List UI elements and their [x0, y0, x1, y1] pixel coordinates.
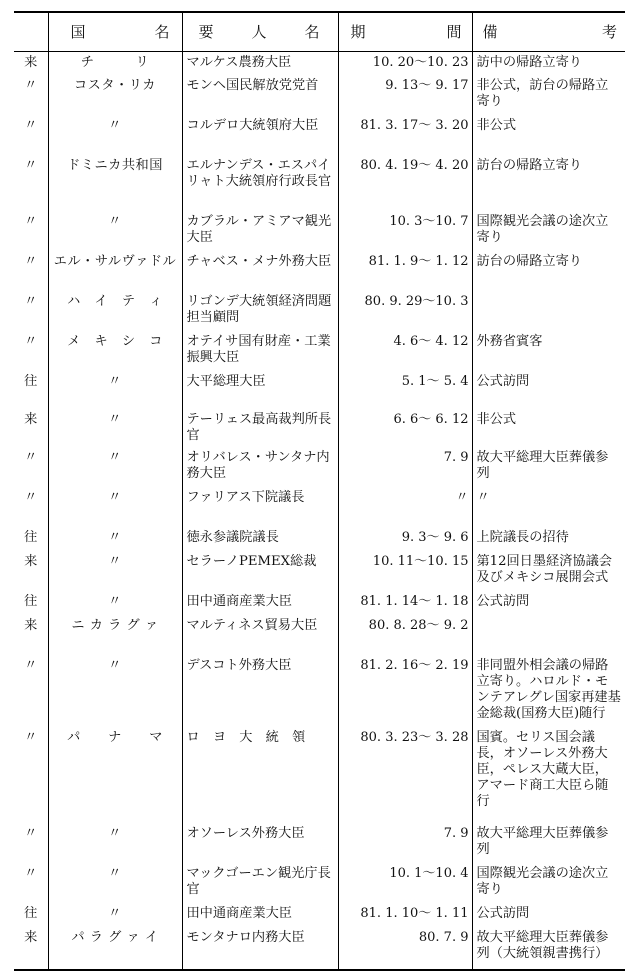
header-person-char: 人: [251, 23, 267, 42]
header-country-char: 国: [70, 23, 86, 42]
row-person: オテイサ国有財産・工業振興大臣: [182, 331, 338, 371]
row-country: 〃: [48, 903, 182, 927]
row-direction: 〃: [24, 294, 38, 309]
row-direction: 〃: [24, 78, 38, 93]
table-header-row: [14, 12, 625, 51]
table-row: [14, 527, 625, 551]
row-direction: 往: [24, 594, 38, 609]
row-country: 〃: [48, 211, 182, 251]
row-person: マルケス農務大臣: [182, 51, 338, 75]
row-period: 81. 1. 9～ 1. 12: [338, 251, 472, 291]
table-row: [14, 727, 625, 823]
row-note: 訪台の帰路立寄り: [472, 155, 625, 211]
row-note: 訪中の帰路立寄り: [472, 51, 625, 75]
row-person: エルナンデス・エスパイリャト大統領府行政長官: [182, 155, 338, 211]
table-body: [14, 51, 625, 970]
row-country: 〃: [48, 591, 182, 615]
row-note: 国際観光会議の途次立寄り: [472, 863, 625, 903]
row-direction: 〃: [24, 450, 38, 465]
table-row: [14, 487, 625, 527]
row-person: デスコト外務大臣: [182, 655, 338, 727]
row-note: 非公式: [472, 115, 625, 155]
row-period: 80. 7. 9: [338, 927, 472, 970]
row-direction: 〃: [24, 158, 38, 173]
row-country: メ キ シ コ: [48, 331, 182, 371]
row-period: 81. 2. 16～ 2. 19: [338, 655, 472, 727]
table-row: [14, 551, 625, 591]
row-direction: 往: [24, 374, 38, 389]
row-country: エル・サルヴァドル: [48, 251, 182, 291]
row-person: モンヘ国民解放党党首: [182, 75, 338, 115]
row-direction: 来: [24, 618, 38, 633]
row-direction: 来: [24, 54, 38, 70]
row-person: 田中通商産業大臣: [182, 903, 338, 927]
header-period-char: 間: [446, 23, 462, 42]
table-row: [14, 615, 625, 655]
row-direction: 来: [14, 927, 48, 970]
row-period: 5. 1～ 5. 4: [338, 371, 472, 409]
row-note: 国際観光会議の途次立寄り: [472, 211, 625, 251]
table-row: [14, 655, 625, 727]
row-person: カブラル・アミアマ観光大臣: [182, 211, 338, 251]
table-row: [14, 591, 625, 615]
row-period: 80. 4. 19～ 4. 20: [338, 155, 472, 211]
table-row: [14, 927, 625, 970]
row-person: リゴンデ大統領経済問題担当顧問: [182, 291, 338, 331]
row-person: チャベス・メナ外務大臣: [182, 251, 338, 291]
row-period: 80. 8. 28～ 9. 2: [338, 615, 472, 655]
table-row: [14, 371, 625, 409]
table-row: [14, 75, 625, 115]
row-country: 〃: [48, 655, 182, 727]
row-period: 10. 11～10. 15: [338, 551, 472, 591]
row-person: オリバレス・サンタナ内務大臣: [182, 447, 338, 487]
row-country: ニ カ ラ グ ァ: [48, 615, 182, 655]
row-note: 公式訪問: [472, 591, 625, 615]
row-country: パ ナ マ: [48, 727, 182, 823]
row-direction: 〃: [24, 214, 38, 229]
row-period: 81. 3. 17～ 3. 20: [338, 115, 472, 155]
table-row: [14, 155, 625, 211]
row-period: 10. 1～10. 4: [338, 863, 472, 903]
row-note: 非公式: [472, 409, 625, 447]
row-country: 〃: [48, 371, 182, 409]
row-person: マルティネス貿易大臣: [182, 615, 338, 655]
row-country: 〃: [48, 447, 182, 487]
row-country: 〃: [48, 551, 182, 591]
row-note: 国賓。セリス国会議長，オソーレス外務大臣，ペレス大蔵大臣，アマード商工大臣ら随行: [472, 727, 625, 823]
header-country: [48, 12, 182, 51]
row-person: マックゴーエン観光庁長官: [182, 863, 338, 903]
row-country: 〃: [48, 863, 182, 903]
row-country: ハ イ テ ィ: [48, 291, 182, 331]
header-direction: [14, 12, 48, 51]
table-row: [14, 51, 625, 75]
table-row: [14, 903, 625, 927]
row-country: 〃: [48, 115, 182, 155]
visits-table-page: [14, 11, 625, 971]
row-country: 〃: [48, 487, 182, 527]
row-note: 非公式，訪台の帰路立寄り: [472, 75, 625, 115]
row-person: セラーノPEMEX総裁: [182, 551, 338, 591]
table-row: [14, 409, 625, 447]
row-note: 訪台の帰路立寄り: [472, 251, 625, 291]
visits-table: [14, 11, 625, 971]
row-note: 非同盟外相会議の帰路立寄り。ハロルド・モンテアレグレ国家再建基金総裁(国務大臣)随行: [472, 655, 625, 727]
row-direction: 〃: [24, 826, 38, 841]
row-period: 81. 1. 14～ 1. 18: [338, 591, 472, 615]
row-direction: 〃: [24, 658, 38, 673]
row-note: [472, 615, 625, 655]
row-person: ロ ヨ 大 統 領: [182, 727, 338, 823]
row-direction: 往: [24, 906, 38, 921]
row-note: 〃: [472, 487, 625, 527]
row-direction: 〃: [24, 866, 38, 881]
row-note: 第12回日墨経済協議会及びメキシコ展開会式: [472, 551, 625, 591]
table-row: [14, 863, 625, 903]
row-country: ドミニカ共和国: [48, 155, 182, 211]
row-note: 故大平総理大臣葬儀参列: [472, 823, 625, 863]
row-person: コルデロ大統領府大臣: [182, 115, 338, 155]
header-person: [182, 12, 338, 51]
row-direction: 来: [24, 554, 38, 569]
row-period: 81. 1. 10～ 1. 11: [338, 903, 472, 927]
table-row: [14, 251, 625, 291]
table-row: [14, 211, 625, 251]
header-person-char: 名: [304, 23, 320, 42]
row-country: 〃: [48, 409, 182, 447]
row-note: [472, 291, 625, 331]
row-direction: 〃: [24, 730, 38, 745]
row-period: 80. 9. 29～10. 3: [338, 291, 472, 331]
row-period: 7. 9: [338, 823, 472, 863]
row-period: 4. 6～ 4. 12: [338, 331, 472, 371]
row-person: モンタナロ内務大臣: [182, 927, 338, 970]
header-note: [472, 12, 625, 51]
row-direction: 往: [24, 530, 38, 545]
header-period: [338, 12, 472, 51]
row-period: 7. 9: [338, 447, 472, 487]
row-direction: 〃: [24, 254, 38, 269]
header-period-char: 期: [350, 23, 366, 42]
row-direction: 〃: [24, 490, 38, 505]
row-note: 故大平総理大臣葬儀参列（大統領親書携行）: [472, 927, 625, 970]
row-note: 上院議長の招待: [472, 527, 625, 551]
row-person: 田中通商産業大臣: [182, 591, 338, 615]
header-person-char: 要: [198, 23, 214, 42]
row-direction: 〃: [24, 118, 38, 133]
row-note: 公式訪問: [472, 371, 625, 409]
row-person: オソーレス外務大臣: [182, 823, 338, 863]
row-person: テーリェス最高裁判所長官: [182, 409, 338, 447]
row-person: 徳永参議院議長: [182, 527, 338, 551]
row-person: ファリアス下院議長: [182, 487, 338, 527]
row-country: チ リ: [48, 51, 182, 75]
row-period: 80. 3. 23～ 3. 28: [338, 727, 472, 823]
table-row: [14, 331, 625, 371]
row-direction: 〃: [24, 334, 38, 349]
row-direction: 来: [24, 412, 38, 427]
header-note-char: 備: [482, 23, 498, 42]
row-country: 〃: [48, 527, 182, 551]
row-period: 10. 3～10. 7: [338, 211, 472, 251]
row-period: 9. 13～ 9. 17: [338, 75, 472, 115]
row-country: パ ラ グ ァ イ: [48, 927, 182, 970]
row-period: 9. 3～ 9. 6: [338, 527, 472, 551]
row-note: 公式訪問: [472, 903, 625, 927]
row-country: 〃: [48, 823, 182, 863]
table-row: [14, 447, 625, 487]
row-person: 大平総理大臣: [182, 371, 338, 409]
row-note: 外務省賓客: [472, 331, 625, 371]
row-country: コスタ・リカ: [48, 75, 182, 115]
header-country-char: 名: [154, 23, 170, 42]
table-row: [14, 115, 625, 155]
row-period: 10. 20～10. 23: [338, 51, 472, 75]
table-row: [14, 291, 625, 331]
table-row: [14, 823, 625, 863]
row-note: 故大平総理大臣葬儀参列: [472, 447, 625, 487]
row-period: 6. 6～ 6. 12: [338, 409, 472, 447]
header-note-char: 考: [601, 23, 617, 42]
row-period: 〃: [338, 487, 472, 527]
